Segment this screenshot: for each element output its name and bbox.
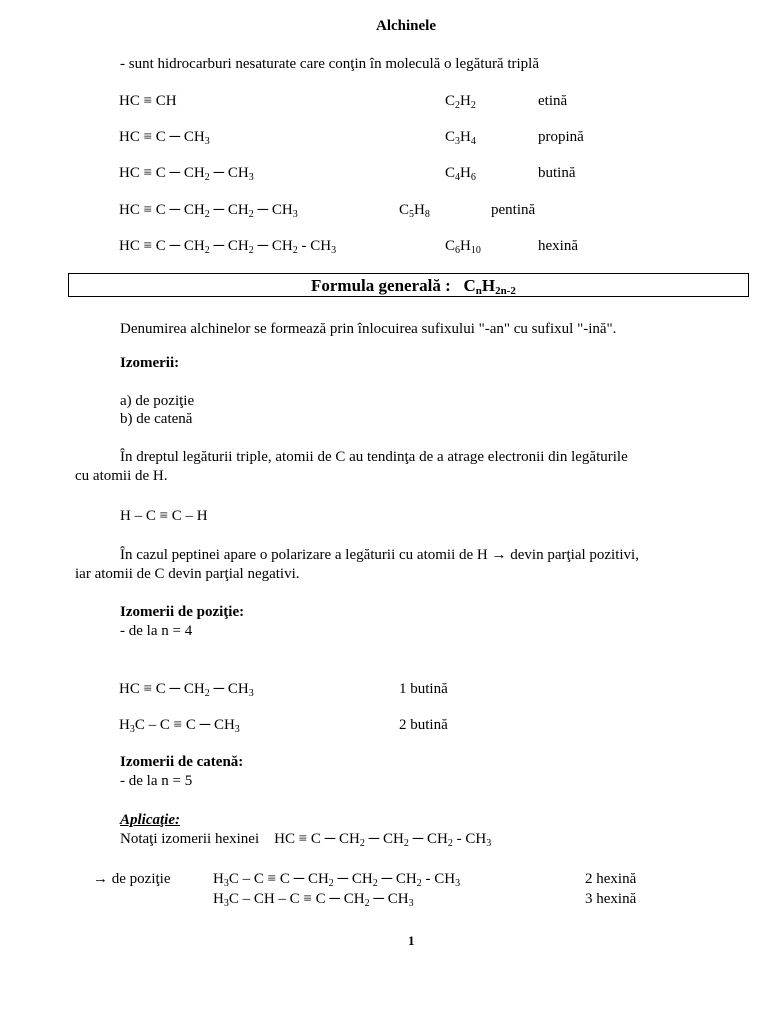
acetylene-structure: H – C ≡ C – H [120,508,208,524]
series-name: pentină [491,202,536,218]
series-structure: HC ≡ C ─ $CH_3$ [119,129,210,147]
isomer-structure: HC ≡ C ─ $CH_2$ ─ $CH_3$ [119,681,254,699]
answer-name: 3 hexină [585,891,637,907]
series-structure: HC ≡ C ─ $CH_2$ ─ $CH_3$ [119,165,254,183]
series-formula: $C_4H_6$ [445,165,476,183]
chain-isomers-heading: Izomerii de catenă: [120,754,244,770]
application-prompt: Notaţi izomerii hexinei HC ≡ C ─ $CH_2$ ─ $CH_2$ ─ $CH_2 - CH_3$ [120,831,492,849]
answer-structure: $H_3C$ – CH – C ≡ C ─ $CH_2$ ─ $CH_3$ [213,891,414,909]
series-formula: $C_3H_4$ [445,129,476,147]
chain-isomers-condition: - de la n = 5 [120,773,193,789]
position-isomers-condition: - de la n = 4 [120,623,193,639]
page-number: 1 [408,933,415,948]
isomer-structure: $H_3C - C \equiv C$ ─ $CH_3$ [119,717,240,735]
general-formula-expression: $C_nH_{2n-2}$ [463,276,516,297]
series-name: butină [538,165,576,181]
application-answer-label: → de poziţie [93,871,171,887]
series-formula: $C_2H_2$ [445,93,476,111]
series-name: hexină [538,238,578,254]
naming-rule-text: Denumirea alchinelor se formează prin înlocuirea sufixului "-an" cu sufixul "-ină". [120,321,617,337]
series-name: etină [538,93,568,109]
series-structure: HC ≡ C ─ $CH_2$ ─ $CH_2$ ─ $CH_2 - CH_3$ [119,238,337,256]
general-formula [311,277,516,295]
position-isomers-heading: Izomerii de poziţie: [120,604,245,620]
page-title: Alchinele [376,18,436,34]
definition-text: - sunt hidrocarburi nesaturate care conţin în moleculă o legătură triplă [120,56,539,72]
series-structure: HC ≡ CH [119,93,177,109]
application-heading: Aplicaţie: [120,812,180,828]
series-formula: $C_5H_8$ [399,202,430,220]
series-name: propină [538,129,584,145]
isomer-type-item: a) de poziţie [120,393,195,409]
arrow-icon: → [93,871,108,887]
answer-name: 2 hexină [585,871,637,887]
isomer-type-item: b) de catenă [120,411,193,427]
answer-structure: $H_3C - C \equiv C$ ─ $CH_2$ ─ $CH_2$ ─ $CH_2 - CH_3$ [213,871,461,889]
series-structure: HC ≡ C ─ $CH_2$ ─ $CH_2$ ─ $CH_3$ [119,202,298,220]
hexine-structure: HC ≡ C ─ $CH_2$ ─ $CH_2$ ─ $CH_2 - CH_3$ [274,831,492,849]
peptine-text-line: iar atomii de C devin parţial negativi. [75,566,300,582]
arrow-icon: → [491,547,507,563]
general-formula-label: Formula generală : [311,276,451,295]
polarity-text-line: cu atomii de H. [75,468,168,484]
polarity-text-line: În dreptul legăturii triple, atomii de C au tendinţa de a atrage electronii din legăturile [120,449,628,465]
isomers-heading: Izomerii: [120,355,180,371]
isomer-name: 1 butină [399,681,448,697]
series-formula: $C_6H_{10}$ [445,238,481,256]
isomer-name: 2 butină [399,717,448,733]
peptine-text-line: În cazul peptinei apare o polarizare a legăturii cu atomii de H → devin parţial pozitivi, [120,547,639,563]
